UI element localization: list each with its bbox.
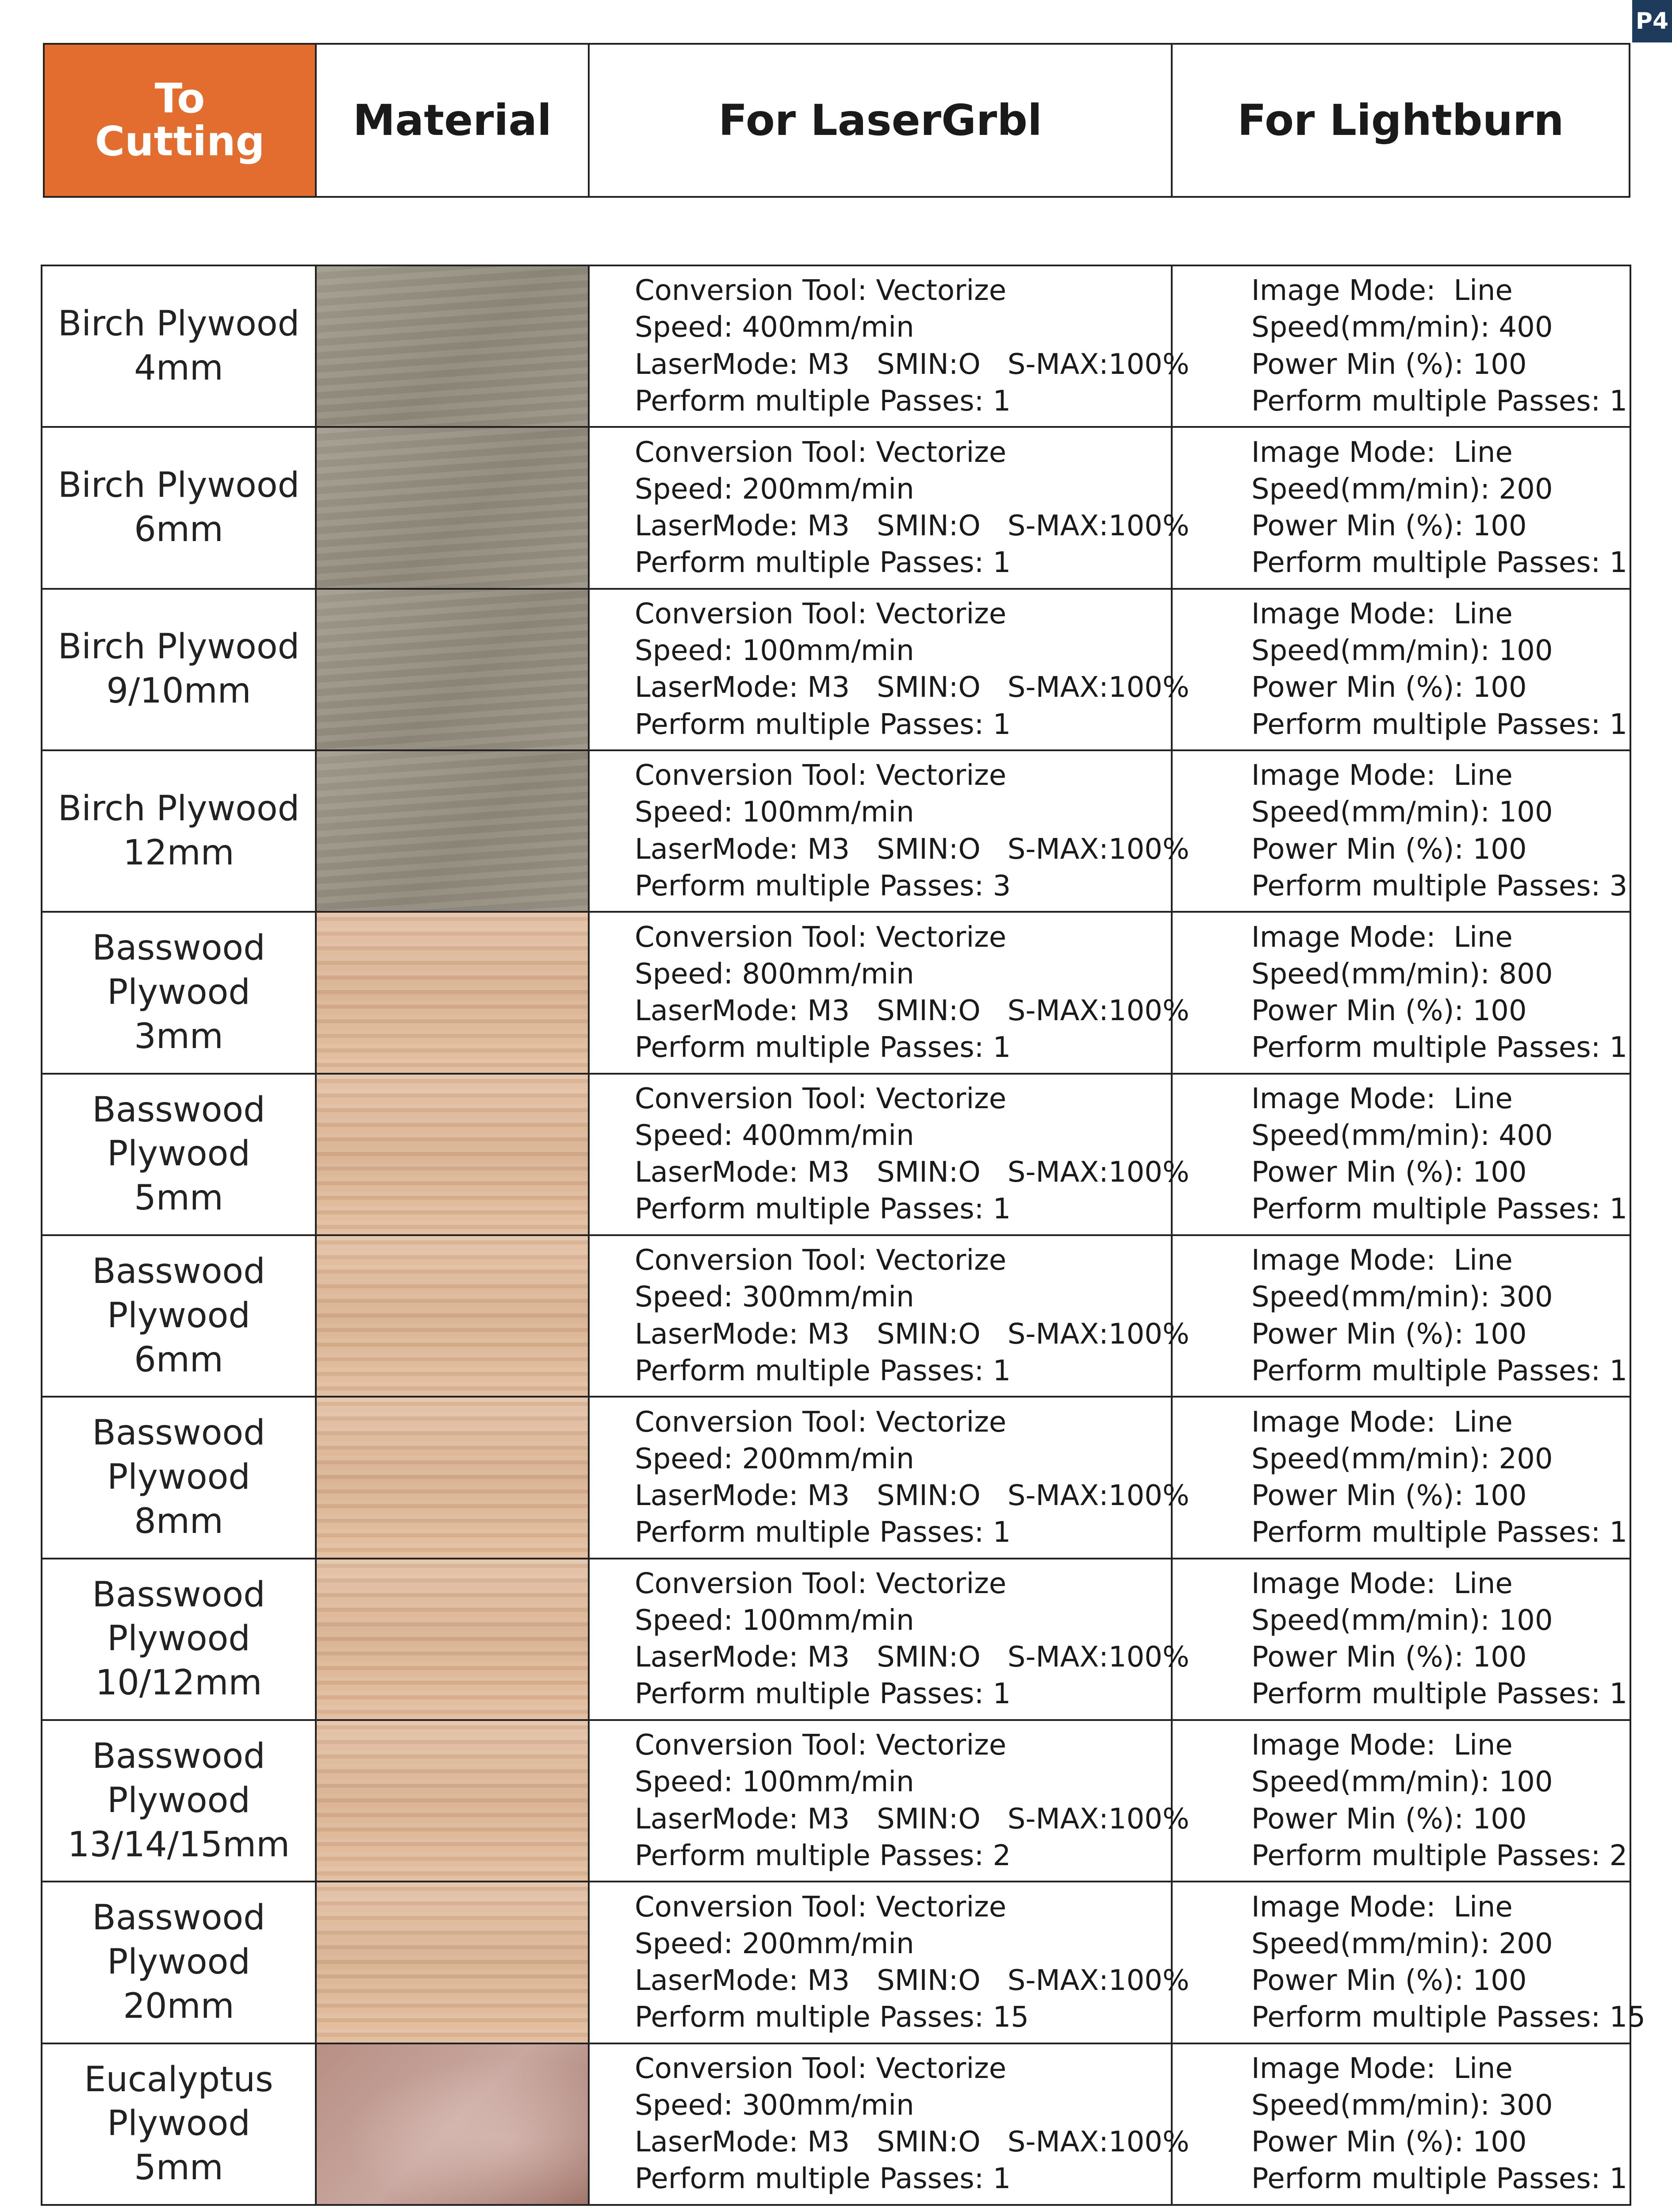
lasergrbl-setting-line: Perform multiple Passes: 1 (635, 1193, 1011, 1226)
table-row (42, 589, 1630, 750)
material-name-cell (42, 1882, 316, 2043)
lightburn-setting-line: Speed(mm/min): 800 (1251, 957, 1553, 991)
lightburn-setting-line: Speed(mm/min): 300 (1251, 1281, 1553, 1314)
lasergrbl-setting-line: Conversion Tool: Vectorize (635, 1729, 1007, 1762)
material-name-cell (42, 750, 316, 912)
material-name-line: Plywood (107, 1134, 250, 1174)
lasergrbl-setting-line: LaserMode: M3 SMIN:O S-MAX:100% (635, 509, 1189, 542)
lasergrbl-setting-line: Conversion Tool: Vectorize (635, 274, 1007, 307)
lightburn-settings-cell (1172, 1074, 1630, 1235)
lightburn-setting-line: Power Min (%): 100 (1251, 1479, 1527, 1512)
lasergrbl-settings-cell (589, 1882, 1189, 2043)
material-name-line: Plywood (107, 1295, 250, 1336)
lasergrbl-setting-line: Speed: 200mm/min (635, 472, 914, 506)
lasergrbl-setting-line: LaserMode: M3 SMIN:O S-MAX:100% (635, 833, 1189, 866)
lasergrbl-setting-line: Conversion Tool: Vectorize (635, 1890, 1007, 1924)
material-name-cell (42, 1235, 316, 1397)
material-name-cell (42, 2043, 316, 2205)
to-cutting-header (44, 44, 316, 197)
material-name-line: Eucalyptus (84, 2059, 273, 2100)
lasergrbl-settings-cell (589, 1559, 1189, 1720)
lightburn-settings-cell (1172, 912, 1630, 1073)
lasergrbl-setting-line: Perform multiple Passes: 1 (635, 1516, 1011, 1549)
material-swatch-image (316, 1720, 589, 1882)
material-name-line: 6mm (134, 509, 223, 549)
material-swatch-image (316, 912, 589, 1073)
material-name-line: Birch Plywood (58, 465, 300, 506)
lasergrbl-setting-line: Perform multiple Passes: 2 (635, 1839, 1011, 1872)
lightburn-settings-cell (1172, 1559, 1630, 1720)
lasergrbl-setting-line: Conversion Tool: Vectorize (635, 921, 1007, 954)
lightburn-setting-line: Perform multiple Passes: 3 (1251, 869, 1628, 902)
lightburn-setting-line: Power Min (%): 100 (1251, 1802, 1527, 1836)
lightburn-setting-line: Speed(mm/min): 100 (1251, 796, 1553, 829)
material-name-line: Plywood (107, 1619, 250, 1659)
table-row (42, 1559, 1630, 1720)
lasergrbl-settings-cell (589, 265, 1189, 427)
lightburn-setting-line: Speed(mm/min): 300 (1251, 2089, 1553, 2122)
lightburn-setting-line: Perform multiple Passes: 1 (1251, 1031, 1628, 1064)
lasergrbl-setting-line: LaserMode: M3 SMIN:O S-MAX:100% (635, 1802, 1189, 1836)
lasergrbl-setting-line: Conversion Tool: Vectorize (635, 1567, 1007, 1600)
lasergrbl-settings-cell (589, 1235, 1189, 1397)
lightburn-setting-line: Power Min (%): 100 (1251, 509, 1527, 542)
lightburn-setting-line: Perform multiple Passes: 1 (1251, 1678, 1628, 1711)
material-name-cell (42, 589, 316, 750)
lasergrbl-setting-line: Speed: 100mm/min (635, 796, 914, 829)
lightburn-setting-line: Perform multiple Passes: 1 (1251, 1354, 1628, 1387)
lasergrbl-setting-line: Conversion Tool: Vectorize (635, 436, 1007, 469)
material-swatch-image (316, 2043, 589, 2205)
table-row (42, 265, 1630, 427)
lasergrbl-setting-line: Perform multiple Passes: 1 (635, 1678, 1011, 1711)
settings-table-body (42, 265, 1645, 2205)
material-swatch-image (316, 265, 589, 427)
lightburn-setting-line: Perform multiple Passes: 1 (1251, 1516, 1628, 1549)
table-row (42, 2043, 1630, 2205)
lightburn-setting-line: Perform multiple Passes: 1 (1251, 546, 1628, 580)
lasergrbl-setting-line: LaserMode: M3 SMIN:O S-MAX:100% (635, 671, 1189, 704)
material-name-line: Basswood (92, 1413, 265, 1453)
lightburn-setting-line: Image Mode: Line (1251, 1890, 1513, 1924)
lightburn-settings-cell (1172, 1397, 1630, 1558)
lasergrbl-setting-line: Conversion Tool: Vectorize (635, 759, 1007, 792)
material-swatch-image (316, 1559, 589, 1720)
material-name-cell (42, 427, 316, 588)
material-name-line: 4mm (134, 348, 223, 388)
lightburn-setting-line: Power Min (%): 100 (1251, 994, 1527, 1027)
lasergrbl-setting-line: Conversion Tool: Vectorize (635, 597, 1007, 630)
lightburn-setting-line: Speed(mm/min): 400 (1251, 1119, 1553, 1152)
lightburn-setting-line: Perform multiple Passes: 1 (1251, 1193, 1628, 1226)
material-name-line: 20mm (123, 1986, 234, 2026)
lightburn-setting-line: Speed(mm/min): 200 (1251, 472, 1553, 506)
table-row (42, 1074, 1630, 1235)
material-name-line: Plywood (107, 1780, 250, 1820)
material-name-line: Plywood (107, 1942, 250, 1982)
lasergrbl-settings-cell (589, 912, 1189, 1073)
lasergrbl-settings-cell (589, 2043, 1189, 2205)
lightburn-setting-line: Perform multiple Passes: 1 (1251, 708, 1628, 741)
lightburn-setting-line: Speed(mm/min): 200 (1251, 1927, 1553, 1960)
lasergrbl-setting-line: LaserMode: M3 SMIN:O S-MAX:100% (635, 1641, 1189, 1674)
lightburn-setting-line: Power Min (%): 100 (1251, 1156, 1527, 1189)
lightburn-setting-line: Speed(mm/min): 100 (1251, 1604, 1553, 1637)
material-name-line: Basswood (92, 1575, 265, 1615)
material-name-cell (42, 1397, 316, 1558)
lightburn-setting-line: Perform multiple Passes: 1 (1251, 384, 1628, 418)
lightburn-settings-cell (1172, 589, 1630, 750)
lightburn-header: For Lightburn (1172, 44, 1630, 197)
lasergrbl-settings-cell (589, 1720, 1189, 1882)
material-name-line: 9/10mm (106, 671, 251, 711)
lasergrbl-setting-line: Perform multiple Passes: 15 (635, 2001, 1029, 2034)
material-swatch-image (316, 1235, 589, 1397)
material-swatch-image (316, 750, 589, 912)
material-name-cell (42, 265, 316, 427)
lasergrbl-settings-cell (589, 1074, 1189, 1235)
lasergrbl-settings-cell (589, 1397, 1189, 1558)
lasergrbl-setting-line: Conversion Tool: Vectorize (635, 1082, 1007, 1115)
material-name-line: Basswood (92, 1251, 265, 1291)
lasergrbl-setting-line: Perform multiple Passes: 1 (635, 546, 1011, 580)
lasergrbl-setting-line: Conversion Tool: Vectorize (635, 1244, 1007, 1277)
lasergrbl-setting-line: LaserMode: M3 SMIN:O S-MAX:100% (635, 1964, 1189, 1997)
lasergrbl-setting-line: Speed: 300mm/min (635, 1281, 914, 1314)
material-name-line: Plywood (107, 1457, 250, 1498)
lightburn-settings-cell (1172, 1720, 1630, 1882)
lightburn-setting-line: Image Mode: Line (1251, 1406, 1513, 1439)
material-name-line: Birch Plywood (58, 303, 300, 344)
to-cutting-line1: To (154, 75, 205, 123)
lightburn-settings-cell (1172, 427, 1630, 588)
lightburn-setting-line: Speed(mm/min): 100 (1251, 634, 1553, 668)
material-name-line: Basswood (92, 1898, 265, 1938)
header-table (43, 43, 1630, 198)
material-header: Material (316, 44, 589, 197)
lasergrbl-header: For LaserGrbl (589, 44, 1172, 197)
lightburn-setting-line: Image Mode: Line (1251, 1567, 1513, 1600)
lasergrbl-setting-line: Speed: 200mm/min (635, 1442, 914, 1475)
material-name-line: 5mm (134, 2148, 223, 2188)
material-name-line: Basswood (92, 1090, 265, 1130)
lasergrbl-setting-line: Perform multiple Passes: 1 (635, 1354, 1011, 1387)
lightburn-setting-line: Perform multiple Passes: 2 (1251, 1839, 1628, 1872)
lasergrbl-setting-line: Perform multiple Passes: 1 (635, 1031, 1011, 1064)
material-swatch-image (316, 589, 589, 750)
table-row (42, 1397, 1630, 1558)
lasergrbl-settings-cell (589, 427, 1189, 588)
material-name-line: 8mm (134, 1501, 223, 1541)
material-name-cell (42, 1720, 316, 1882)
material-name-line: 3mm (134, 1016, 223, 1056)
lasergrbl-settings-cell (589, 589, 1189, 750)
material-name-line: Birch Plywood (58, 627, 300, 667)
lightburn-settings-cell (1172, 1235, 1630, 1397)
lasergrbl-setting-line: Speed: 200mm/min (635, 1927, 914, 1960)
lightburn-settings-cell (1172, 1882, 1645, 2043)
lasergrbl-setting-line: LaserMode: M3 SMIN:O S-MAX:100% (635, 994, 1189, 1027)
lightburn-setting-line: Power Min (%): 100 (1251, 1641, 1527, 1674)
table-row (42, 750, 1630, 912)
lasergrbl-setting-line: Speed: 100mm/min (635, 1604, 914, 1637)
material-swatch-image (316, 427, 589, 588)
lasergrbl-setting-line: LaserMode: M3 SMIN:O S-MAX:100% (635, 1156, 1189, 1189)
lightburn-setting-line: Image Mode: Line (1251, 1244, 1513, 1277)
lasergrbl-setting-line: Speed: 300mm/min (635, 2089, 914, 2122)
lasergrbl-setting-line: LaserMode: M3 SMIN:O S-MAX:100% (635, 1479, 1189, 1512)
material-name-cell (42, 912, 316, 1073)
material-name-line: Birch Plywood (58, 788, 300, 829)
lasergrbl-setting-line: Perform multiple Passes: 1 (635, 708, 1011, 741)
lightburn-setting-line: Image Mode: Line (1251, 1729, 1513, 1762)
lightburn-setting-line: Image Mode: Line (1251, 436, 1513, 469)
lasergrbl-setting-line: LaserMode: M3 SMIN:O S-MAX:100% (635, 2126, 1189, 2159)
lightburn-setting-line: Perform multiple Passes: 15 (1251, 2001, 1645, 2034)
lightburn-setting-line: Power Min (%): 100 (1251, 348, 1527, 381)
lasergrbl-setting-line: LaserMode: M3 SMIN:O S-MAX:100% (635, 348, 1189, 381)
material-name-line: 10/12mm (95, 1663, 262, 1703)
lightburn-setting-line: Speed(mm/min): 200 (1251, 1442, 1553, 1475)
lightburn-setting-line: Power Min (%): 100 (1251, 1964, 1527, 1997)
lightburn-settings-cell (1172, 265, 1630, 427)
material-name-line: Basswood (92, 1736, 265, 1776)
material-name-line: Basswood (92, 928, 265, 968)
lasergrbl-setting-line: Speed: 100mm/min (635, 1766, 914, 1799)
material-name-line: Plywood (107, 972, 250, 1013)
lasergrbl-setting-line: Speed: 100mm/min (635, 634, 914, 668)
lasergrbl-setting-line: Conversion Tool: Vectorize (635, 2052, 1007, 2085)
lightburn-setting-line: Speed(mm/min): 400 (1251, 311, 1553, 344)
material-swatch-image (316, 1397, 589, 1558)
lasergrbl-setting-line: Perform multiple Passes: 1 (635, 2162, 1011, 2196)
lasergrbl-setting-line: Speed: 800mm/min (635, 957, 914, 991)
lightburn-settings-cell (1172, 2043, 1630, 2205)
table-row (42, 1235, 1630, 1397)
lasergrbl-setting-line: LaserMode: M3 SMIN:O S-MAX:100% (635, 1317, 1189, 1351)
material-swatch-image (316, 1882, 589, 2043)
lightburn-setting-line: Image Mode: Line (1251, 597, 1513, 630)
material-name-cell (42, 1559, 316, 1720)
material-name-line: 6mm (134, 1340, 223, 1380)
lasergrbl-setting-line: Perform multiple Passes: 1 (635, 384, 1011, 418)
page-number-badge: P4 (1632, 0, 1672, 42)
lasergrbl-setting-line: Perform multiple Passes: 3 (635, 869, 1011, 902)
table-row (42, 1720, 1630, 1882)
lightburn-setting-line: Power Min (%): 100 (1251, 671, 1527, 704)
lightburn-settings-cell (1172, 750, 1630, 912)
lasergrbl-setting-line: Speed: 400mm/min (635, 1119, 914, 1152)
lightburn-setting-line: Image Mode: Line (1251, 1082, 1513, 1115)
lightburn-setting-line: Image Mode: Line (1251, 274, 1513, 307)
lightburn-setting-line: Power Min (%): 100 (1251, 1317, 1527, 1351)
lightburn-setting-line: Image Mode: Line (1251, 921, 1513, 954)
material-name-line: 12mm (123, 833, 234, 873)
material-name-line: Plywood (107, 2104, 250, 2144)
lightburn-setting-line: Power Min (%): 100 (1251, 2126, 1527, 2159)
material-swatch-image (316, 1074, 589, 1235)
lightburn-setting-line: Power Min (%): 100 (1251, 833, 1527, 866)
table-row (42, 427, 1630, 588)
lightburn-setting-line: Speed(mm/min): 100 (1251, 1766, 1553, 1799)
table-row (42, 912, 1630, 1073)
lasergrbl-setting-line: Speed: 400mm/min (635, 311, 914, 344)
material-name-cell (42, 1074, 316, 1235)
lasergrbl-settings-cell (589, 750, 1189, 912)
lightburn-setting-line: Image Mode: Line (1251, 759, 1513, 792)
settings-table (41, 265, 1645, 2206)
material-name-line: 13/14/15mm (67, 1824, 290, 1865)
lasergrbl-setting-line: Conversion Tool: Vectorize (635, 1406, 1007, 1439)
lightburn-setting-line: Image Mode: Line (1251, 2052, 1513, 2085)
to-cutting-line2: Cutting (95, 118, 265, 165)
table-row (42, 1882, 1630, 2043)
material-name-line: 5mm (134, 1178, 223, 1218)
lightburn-setting-line: Perform multiple Passes: 1 (1251, 2162, 1628, 2196)
